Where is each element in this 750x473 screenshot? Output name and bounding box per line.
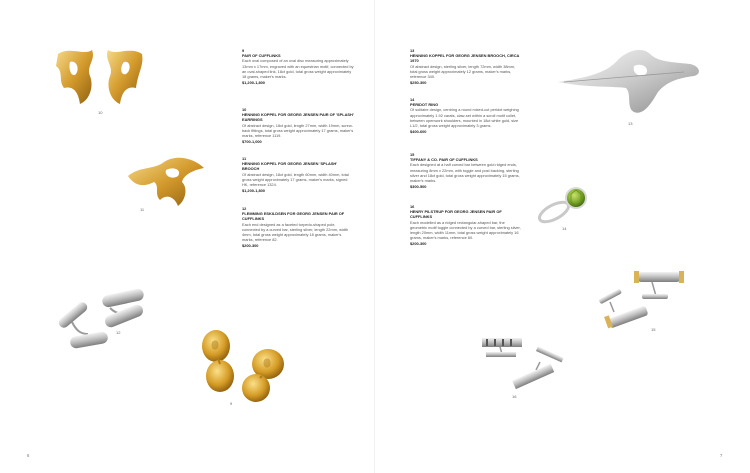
- gold-earrings-image: [50, 46, 150, 108]
- lot-description: Each modelled as a ridged rectangular-shaped bar, the geometric motif toggle connected by a curved bar, sterling silver, length 20mm, width 11mm, total gross weight approximately 16 grams, maker's marks, reference 60.: [410, 219, 521, 241]
- lot-title: TIFFANY & CO. PAIR OF CUFFLINKS: [410, 157, 478, 163]
- lot-estimate: $700-1,000: [242, 138, 262, 144]
- lot-14: [410, 97, 522, 134]
- lot-estimate: $1,200-1,800: [242, 187, 265, 193]
- lot-title: FLEMMING ESKILDSEN FOR GEORG JENSEN PAIR OF CUFFLINKS: [242, 211, 345, 222]
- caption-12: 12: [116, 330, 121, 335]
- lot-12: [242, 206, 354, 248]
- lot-estimate: $200-300: [410, 240, 427, 246]
- lot-number: 13: [410, 48, 415, 53]
- page-number-right: 7: [720, 453, 723, 458]
- page-number-left: 6: [27, 453, 30, 458]
- bar-cufflinks-image: [594, 266, 686, 338]
- lot-number: 15: [410, 152, 415, 157]
- lot-10: [242, 107, 354, 144]
- lot-description: Of abstract design, 18ct gold, length 27mm, width 19mm, screw-back fittings, total gross weight approximately 17 grams, maker's marks, reference 1119.: [242, 122, 354, 139]
- gutter: [374, 0, 375, 473]
- caption-15: 15: [651, 327, 656, 332]
- lot-estimate: $250-300: [410, 79, 427, 85]
- lot-number: 9: [242, 48, 245, 53]
- lot-description: Each oval composed of an oval disc measuring approximately 13mm x 17mm, engraved with an equestrian motif, connected by an oval-shaped link, 18ct gold, total gross weight approximately 18 grams, maker's marks.: [242, 58, 354, 80]
- caption-9: 9: [230, 401, 233, 406]
- lot-estimate: $400-600: [410, 128, 427, 134]
- lot-number: 12: [242, 206, 247, 211]
- gold-cufflinks-image: [198, 328, 302, 404]
- lot-9: [242, 48, 354, 85]
- lot-title: PERIDOT RING: [410, 102, 439, 108]
- lot-estimate: $1,200-1,800: [242, 79, 265, 85]
- caption-11: 11: [140, 207, 145, 212]
- lot-description: Of solitaire design, centring a round mixed-cut peridot weighing approximately 1.92 carats, claw-set within a scroll motif collet, between openwork shoulders, mounted in 18ct white gold, size L1/2, total gross weight approximately 3 grams.: [410, 107, 519, 129]
- lot-description: Of abstract design, 18ct gold, length 60mm, width 40mm, total gross weight approximately 17 grams, maker's marks, signed HK, reference 1324.: [242, 171, 349, 188]
- lot-11: [242, 156, 354, 193]
- lot-number: 11: [242, 156, 247, 161]
- silver-cufflinks-image: [54, 284, 152, 354]
- lot-number: 16: [410, 204, 415, 209]
- lot-number: 14: [410, 97, 415, 102]
- lot-15: [410, 152, 522, 189]
- lot-title: HENNING KOPPEL FOR GEORG JENSEN PAIR OF 'SPLASH' EARRINGS: [242, 112, 354, 123]
- lot-estimate: $200-300: [242, 242, 259, 248]
- lot-title: HENNING KOPPEL FOR GEORG JENSEN 'SPLASH' BROOCH: [242, 161, 338, 172]
- lot-13: [410, 48, 522, 85]
- gold-brooch-image: [124, 156, 206, 208]
- lot-title: HENNING KOPPEL FOR GEORG JENSEN BROOCH, CIRCA 1970: [410, 53, 520, 64]
- lot-description: Each designed at a half curved bar between gold ridged ends, measuring 8mm x 22mm, with toggle and post backing, sterling silver and 18ct gold, total gross weight approximately 15 grams, maker's marks.: [410, 162, 520, 184]
- caption-13: 13: [628, 121, 633, 126]
- caption-16: 16: [512, 394, 517, 399]
- lot-estimate: $300-500: [410, 183, 427, 189]
- silver-brooch-image: [554, 46, 704, 118]
- lot-title: PAIR OF CUFFLINKS: [242, 53, 281, 59]
- lot-16: [410, 204, 522, 246]
- lot-number: 10: [242, 107, 247, 112]
- lot-title: HENRY PILSTRUP FOR GEORG JENSEN PAIR OF CUFFLINKS: [410, 209, 502, 220]
- peridot-ring-image: [536, 180, 592, 226]
- rectangular-cufflinks-image: [478, 334, 570, 394]
- caption-10: 10: [98, 110, 103, 115]
- lot-description: Each end designed as a faceted torpedo-shaped pole, connected by a curved bar, sterling silver, length 22mm, width 4mm, total gross weight approximately 18 grams, maker's marks, reference 82.: [242, 221, 349, 243]
- lot-description: Of abstract design, sterling silver, length 72mm, width 38mm, total gross weight approximately 12 grams, maker's marks, reference 340.: [410, 63, 516, 80]
- caption-14: 14: [562, 226, 567, 231]
